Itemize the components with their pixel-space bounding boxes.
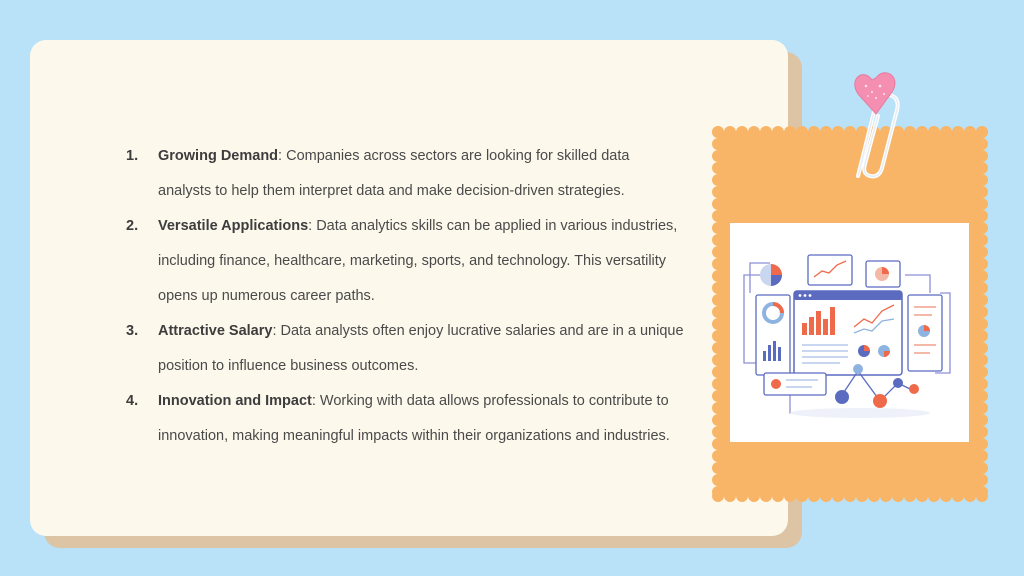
- note-scallop: [892, 490, 904, 502]
- note-scallop: [928, 126, 940, 138]
- note-scallop: [904, 490, 916, 502]
- note-scallop: [976, 342, 988, 354]
- note-scallop: [976, 366, 988, 378]
- note-scallop: [976, 186, 988, 198]
- note-scallop: [976, 270, 988, 282]
- note-scallop: [796, 490, 808, 502]
- note-scallop: [976, 318, 988, 330]
- note-scallop: [712, 426, 724, 438]
- note-scallop: [940, 490, 952, 502]
- note-scallop: [976, 246, 988, 258]
- item-number: 4.: [126, 393, 139, 409]
- item-text: : Working with data allows professionals to contribute to innovation, making meaningful impacts within their organizations and industries.: [158, 393, 670, 444]
- list-item: [126, 314, 686, 384]
- note-scallop: [712, 414, 724, 426]
- note-scallop: [976, 138, 988, 150]
- note-scallop: [712, 174, 724, 186]
- note-scallop: [952, 126, 964, 138]
- note-scallop: [796, 126, 808, 138]
- note-scallop: [736, 490, 748, 502]
- note-scallop: [976, 462, 988, 474]
- note-scallop: [712, 366, 724, 378]
- note-scallop: [976, 150, 988, 162]
- note-scallop: [724, 126, 736, 138]
- note-scallop: [772, 126, 784, 138]
- item-heading: Versatile Applications: [158, 218, 309, 234]
- note-scallop: [976, 402, 988, 414]
- note-scallop: [976, 222, 988, 234]
- note-scallop: [928, 490, 940, 502]
- note-scallop: [976, 354, 988, 366]
- note-scallop: [976, 126, 988, 138]
- note-scallop: [712, 450, 724, 462]
- note-scallop: [712, 186, 724, 198]
- note-scallop: [736, 126, 748, 138]
- note-scallop: [976, 210, 988, 222]
- item-text: : Companies across sectors are looking for skilled data analysts to help them interpret data and make decision-driven strategies.: [158, 148, 630, 199]
- note-scallop: [976, 438, 988, 450]
- item-heading: Innovation and Impact: [158, 393, 312, 409]
- list-item: [126, 384, 686, 454]
- note-scallop: [712, 486, 724, 498]
- item-text: : Data analytics skills can be applied in various industries, including finance, healthcare, marketing, sports, and technology. This versatility opens up numerous career paths.: [158, 218, 678, 304]
- note-scallop: [808, 126, 820, 138]
- note-scallop: [712, 126, 724, 138]
- note-scallop: [976, 486, 988, 498]
- note-scallop: [976, 426, 988, 438]
- note-scallop: [856, 490, 868, 502]
- item-text: : Data analysts often enjoy lucrative salaries and are in a unique position to influence business outcomes.: [158, 323, 684, 374]
- note-scallop: [952, 490, 964, 502]
- note-scallop: [712, 378, 724, 390]
- note-scallop: [976, 162, 988, 174]
- note-scallop: [976, 330, 988, 342]
- note-scallop: [976, 198, 988, 210]
- note-scallop: [712, 198, 724, 210]
- note-scallop: [712, 222, 724, 234]
- note-scallop: [760, 490, 772, 502]
- note-scallop: [808, 490, 820, 502]
- item-heading: Growing Demand: [158, 148, 279, 164]
- note-scallop: [712, 390, 724, 402]
- note-scallop: [712, 402, 724, 414]
- note-scallop: [880, 490, 892, 502]
- note-scallop: [976, 414, 988, 426]
- benefits-list: [126, 139, 686, 454]
- note-scallop: [784, 490, 796, 502]
- note-scallop: [712, 210, 724, 222]
- note-scallop: [772, 490, 784, 502]
- item-heading: Attractive Salary: [158, 323, 273, 339]
- list-item: [126, 209, 686, 314]
- note-scallop: [712, 150, 724, 162]
- note-scallop: [712, 474, 724, 486]
- note-scallop: [712, 342, 724, 354]
- data-analytics-dashboard-illustration: [730, 223, 969, 442]
- note-scallop: [712, 258, 724, 270]
- note-scallop: [760, 126, 772, 138]
- item-number: 1.: [126, 148, 139, 164]
- note-scallop: [724, 490, 736, 502]
- note-scallop: [784, 126, 796, 138]
- note-scallop: [868, 490, 880, 502]
- note-scallop: [832, 490, 844, 502]
- note-scallop: [712, 294, 724, 306]
- note-scallop: [748, 490, 760, 502]
- note-scallop: [712, 138, 724, 150]
- paperclip-heart-icon: [820, 64, 920, 194]
- note-scallop: [712, 246, 724, 258]
- item-number: 3.: [126, 323, 139, 339]
- note-scallop: [712, 282, 724, 294]
- note-scallop: [964, 490, 976, 502]
- note-scallop: [976, 294, 988, 306]
- note-scallop: [976, 174, 988, 186]
- note-scallop: [976, 474, 988, 486]
- note-scallop: [712, 354, 724, 366]
- note-scallop: [976, 378, 988, 390]
- list-item: [126, 139, 686, 209]
- note-scallop: [976, 306, 988, 318]
- note-scallop: [844, 490, 856, 502]
- note-scallop: [712, 306, 724, 318]
- note-scallop: [712, 318, 724, 330]
- note-scallop: [712, 234, 724, 246]
- note-scallop: [940, 126, 952, 138]
- analytics-illustration: [730, 223, 969, 442]
- note-scallop: [964, 126, 976, 138]
- note-scallop: [748, 126, 760, 138]
- note-scallop: [712, 162, 724, 174]
- note-scallop: [916, 490, 928, 502]
- note-scallop: [976, 282, 988, 294]
- note-scallop: [712, 438, 724, 450]
- note-scallop: [976, 390, 988, 402]
- note-scallop: [976, 234, 988, 246]
- item-number: 2.: [126, 218, 139, 234]
- note-scallop: [820, 490, 832, 502]
- note-scallop: [976, 258, 988, 270]
- note-scallop: [976, 450, 988, 462]
- note-scallop: [712, 462, 724, 474]
- note-scallop: [712, 330, 724, 342]
- note-scallop: [712, 270, 724, 282]
